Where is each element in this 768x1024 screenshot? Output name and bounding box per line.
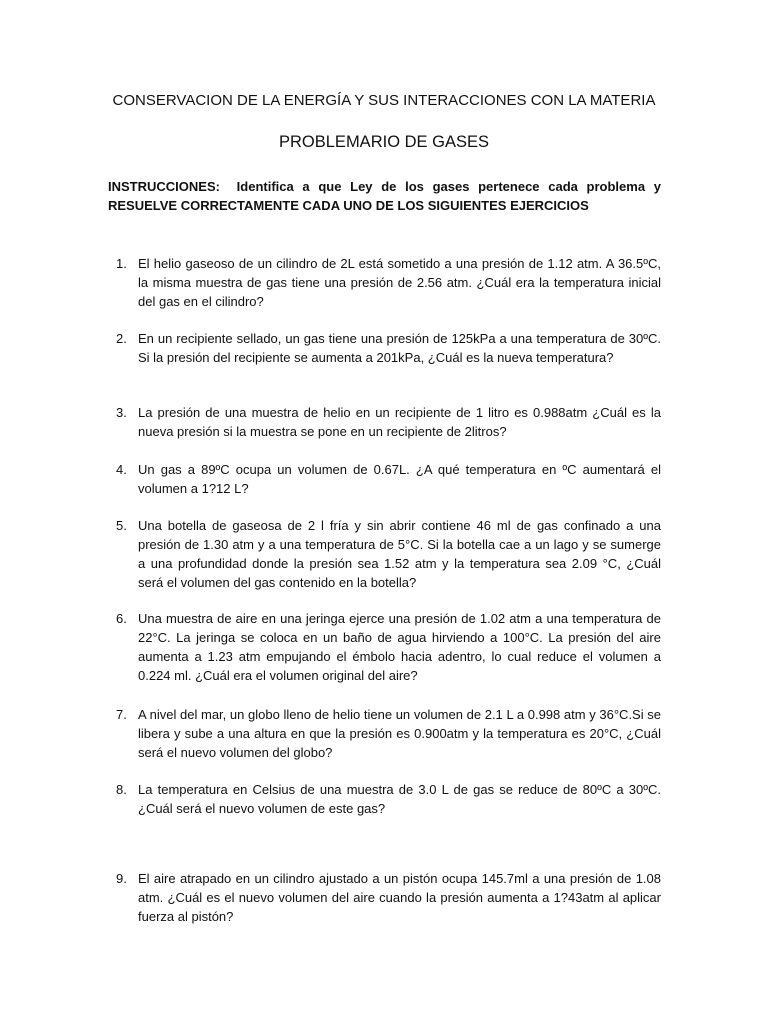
- problem-text: La temperatura en Celsius de una muestra de 3.0 L de gas se reduce de 80ºC a 30ºC. ¿Cuál será el nuevo volumen de este gas?: [138, 782, 661, 816]
- instructions-label: INSTRUCCIONES:: [108, 179, 220, 194]
- problem-number: 5.: [116, 518, 127, 533]
- instructions-text: Identifica a que Ley de los gases pertenece cada problema y RESUELVE CORRECTAMENTE CADA UNO DE LOS SIGUIENTES EJERCICIOS: [108, 179, 661, 213]
- document-title: CONSERVACION DE LA ENERGÍA Y SUS INTERACCIONES CON LA MATERIA: [112, 92, 656, 109]
- instructions-paragraph: [108, 177, 661, 215]
- problem-text: A nivel del mar, un globo lleno de helio tiene un volumen de 2.1 L a 0.998 atm y 36°C.Si se libera y sube a una altura en que la presión es 0.900atm y la temperatura es 20°C, ¿Cuál será el nuevo volumen del globo?: [138, 707, 661, 760]
- problem-number: 4.: [116, 462, 127, 477]
- document-subtitle: PROBLEMARIO DE GASES: [279, 133, 489, 151]
- problem-text: La presión de una muestra de helio en un recipiente de 1 litro es 0.988atm ¿Cuál es la nueva presión si la muestra se pone en un recipiente de 2litros?: [138, 405, 661, 439]
- problem-text: El helio gaseoso de un cilindro de 2L está sometido a una presión de 1.12 atm. A 36.5ºC, la misma muestra de gas tiene una presión de 2.56 atm. ¿Cuál era la temperatura inicial del gas en el cilindro?: [138, 256, 661, 309]
- problem-number: 8.: [116, 782, 127, 797]
- problem-number: 1.: [116, 256, 127, 271]
- problem-text: Un gas a 89ºC ocupa un volumen de 0.67L. ¿A qué temperatura en ºC aumentará el volumen a 1?12 L?: [138, 462, 661, 496]
- problem-number: 9.: [116, 871, 127, 886]
- problem-text: Una muestra de aire en una jeringa ejerce una presión de 1.02 atm a una temperatura de 22°C. La jeringa se coloca en un baño de agua hirviendo a 100°C. La presión del aire aumenta a 1.23 atm empujando el émbolo hacia adentro, lo cual reduce el volumen a 0.224 ml. ¿Cuál era el volumen original del aire?: [138, 611, 661, 683]
- problem-text: En un recipiente sellado, un gas tiene una presión de 125kPa a una temperatura de 30ºC. Si la presión del recipiente se aumenta a 201kPa, ¿Cuál es la nueva temperatura?: [138, 331, 661, 365]
- problem-number: 2.: [116, 331, 127, 346]
- problem-number: 3.: [116, 405, 127, 420]
- problem-number: 6.: [116, 611, 127, 626]
- problem-number: 7.: [116, 707, 127, 722]
- problem-text: El aire atrapado en un cilindro ajustado a un pistón ocupa 145.7ml a una presión de 1.08 atm. ¿Cuál es el nuevo volumen del aire cuando la presión aumenta a 1?43atm al aplicar fuerza al pistón?: [138, 871, 661, 924]
- problem-text: Una botella de gaseosa de 2 l fría y sin abrir contiene 46 ml de gas confinado a una presión de 1.30 atm y a una temperatura de 5°C. Si la botella cae a un lago y se sumerge a una profundidad donde la presión sea 1.52 atm y la temperatura sea 2.09 °C, ¿Cuál será el volumen del gas contenido en la botella?: [138, 518, 661, 590]
